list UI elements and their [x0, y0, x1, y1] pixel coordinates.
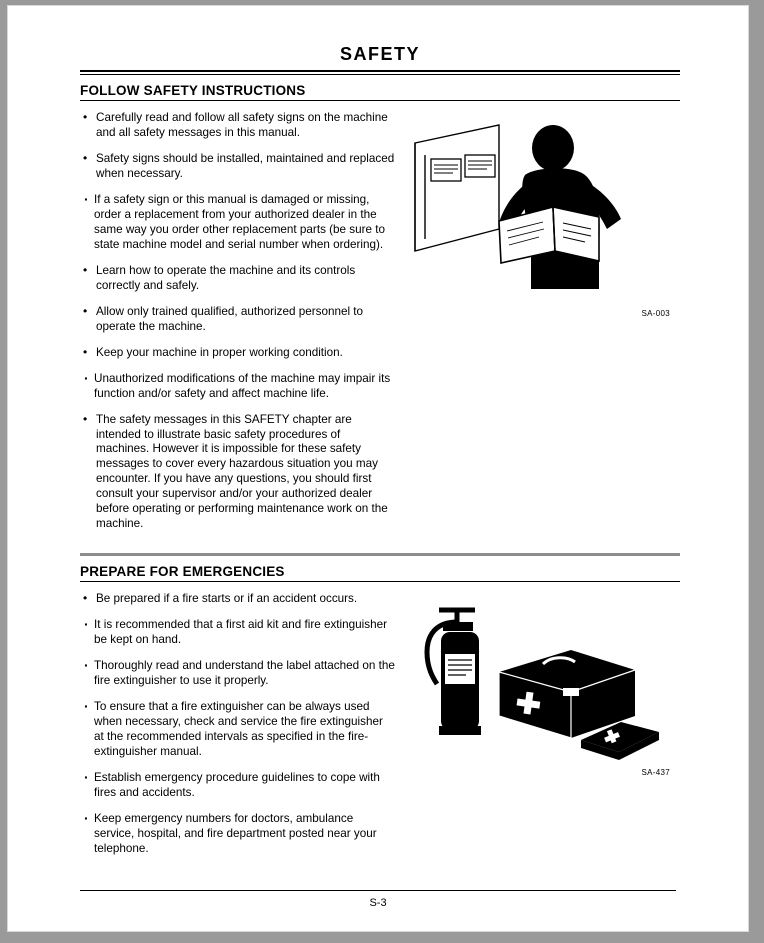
- section-heading-rule: [80, 100, 680, 101]
- bullet-list: [80, 111, 395, 182]
- page-footer: [80, 890, 676, 909]
- list-item: · To ensure that a fire extinguisher can be always used when necessary, check and service the fire extinguisher at the recommended intervals as specified in the fire-extinguisher manual.: [80, 700, 395, 760]
- bullet-list: [80, 592, 395, 607]
- list-item: · It is recommended that a first aid kit and fire extinguisher be kept on hand.: [80, 618, 395, 648]
- title-rule-thick: [80, 70, 680, 72]
- section-prepare-for-emergencies: [80, 553, 680, 868]
- section-body: [80, 592, 680, 868]
- figure-code: SA-437: [641, 768, 670, 778]
- emergency-equipment-illustration: [403, 592, 673, 770]
- list-item: • Be prepared if a fire starts or if an accident occurs.: [80, 592, 395, 607]
- sub-list: [80, 618, 395, 857]
- page-number: S-3: [369, 897, 387, 909]
- list-item: · Establish emergency procedure guidelines to cope with fires and accidents.: [80, 771, 395, 801]
- document-page: [8, 6, 748, 931]
- list-item: • Safety signs should be installed, maintained and replaced when necessary.: [80, 152, 395, 182]
- bullet-list: [80, 413, 395, 533]
- sub-list: [80, 372, 395, 402]
- list-item: · If a safety sign or this manual is damaged or missing, order a replacement from your authorized dealer in the same way you order other replacement parts (be sure to state machine model and serial number when ordering).: [80, 193, 395, 253]
- section-body: [80, 111, 680, 543]
- footer-rule: [80, 890, 676, 891]
- list-item: • Keep your machine in proper working condition.: [80, 346, 395, 361]
- list-item: • Learn how to operate the machine and its controls correctly and safely.: [80, 264, 395, 294]
- list-item: • Carefully read and follow all safety signs on the machine and all safety messages in this manual.: [80, 111, 395, 141]
- section-heading: FOLLOW SAFETY INSTRUCTIONS: [80, 83, 306, 98]
- section-heading-rule: [80, 581, 680, 582]
- list-item: • The safety messages in this SAFETY chapter are intended to illustrate basic safety procedures of machines. However it is impossible for these safety messages to cover every hazardous situation you may encounter. If you have any questions, you should first consult your supervisor and/or your authorized dealer before operating or performing maintenance work on the machine.: [80, 413, 395, 533]
- sub-list: [80, 193, 395, 253]
- list-item: · Unauthorized modifications of the machine may impair its function and/or safety and affect machine life.: [80, 372, 395, 402]
- illustration-column: [395, 111, 680, 351]
- operator-reading-manual-illustration: [403, 111, 673, 311]
- title-rule-thin: [80, 74, 680, 75]
- illustration-column: [395, 592, 680, 782]
- section-heading: PREPARE FOR EMERGENCIES: [80, 564, 285, 580]
- list-item: · Thoroughly read and understand the label attached on the fire extinguisher to use it properly.: [80, 659, 395, 689]
- figure-code: SA-003: [641, 309, 670, 318]
- section-text-column: [80, 111, 395, 543]
- page-title: SAFETY: [339, 44, 420, 64]
- bullet-list: [80, 264, 395, 361]
- list-item: · Keep emergency numbers for doctors, ambulance service, hospital, and fire department posted near your telephone.: [80, 812, 395, 857]
- section-divider: [80, 553, 680, 556]
- list-item: • Allow only trained qualified, authorized personnel to operate the machine.: [80, 305, 395, 335]
- section-text-column: [80, 592, 395, 868]
- page-content: [80, 44, 680, 868]
- section-follow-safety-instructions: [80, 83, 680, 543]
